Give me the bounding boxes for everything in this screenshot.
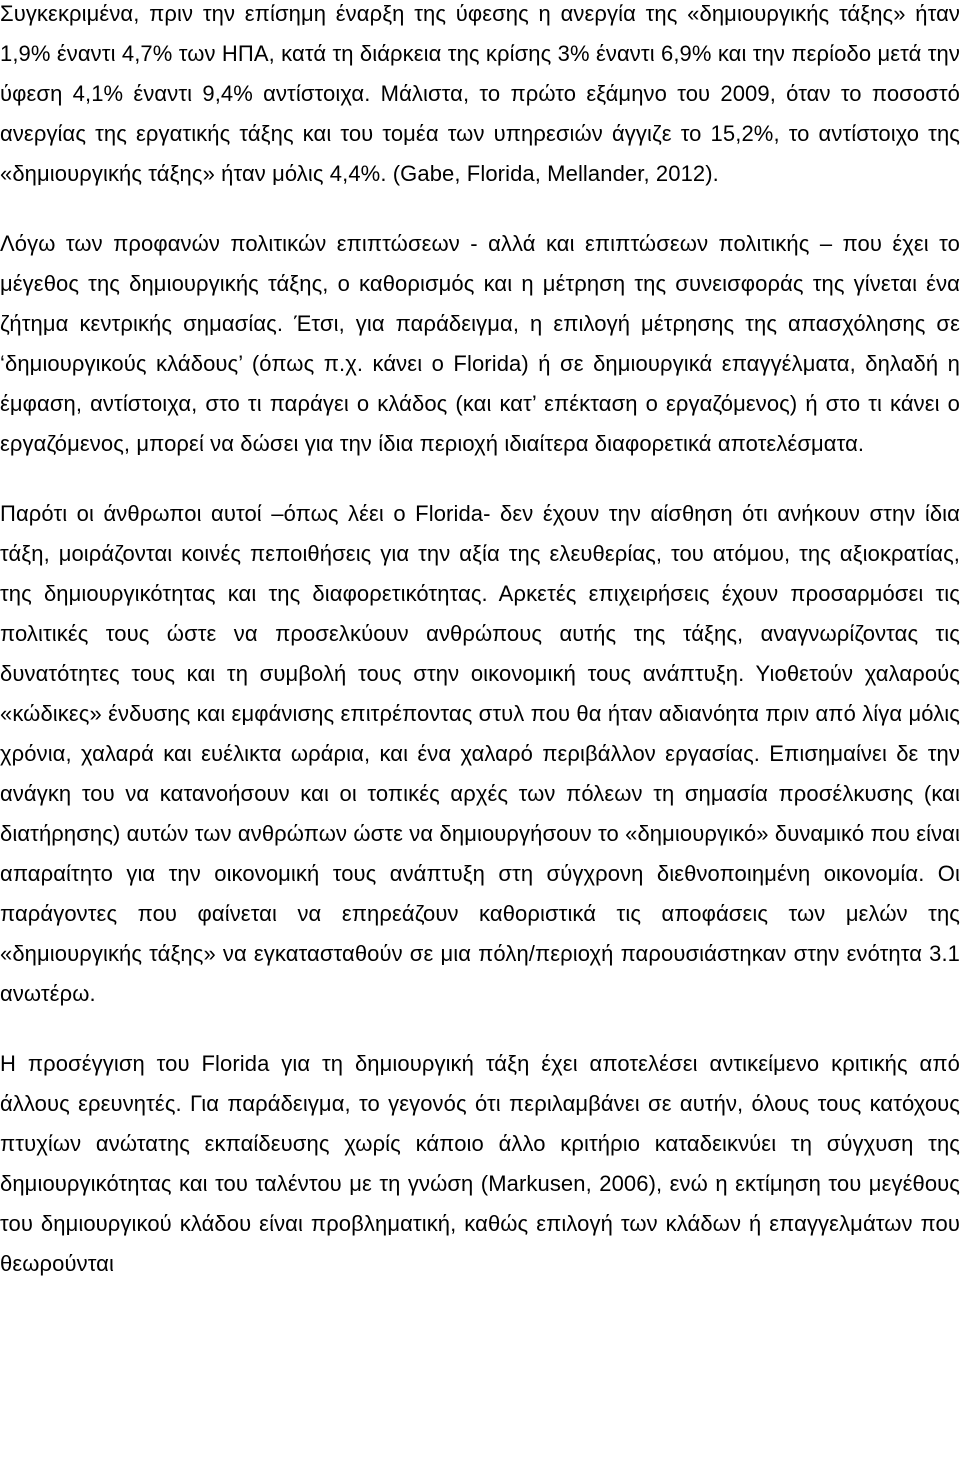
paragraph-3: Παρότι οι άνθρωποι αυτοί –όπως λέει ο Florida- δεν έχουν την αίσθηση ότι ανήκουν στην ίδια τάξη, μοιράζονται κοινές πεποιθήσεις για την αξία της ελευθερίας, του ατόμου, της αξιοκρατίας, της δημιουργικότητας και της διαφορετικότητας. Αρκετές επιχειρήσεις έχουν προσαρμόσει τις πολιτικές τους ώστε να προσελκύουν ανθρώπους αυτής της τάξης, αναγνωρίζοντας τις δυνατότητες τους και τη συμβολή τους στην οικονομική τους ανάπτυξη. Υιοθετούν χαλαρούς «κώδικες» ένδυσης και εμφάνισης επιτρέποντας στυλ που θα ήταν αδιανόητα πριν από λίγα μόλις χρόνια, χαλαρά και ευέλικτα ωράρια, και ένα χαλαρό περιβάλλον εργασίας. Επισημαίνει δε την ανάγκη του να κατανοήσουν και οι τοπικές αρχές των πόλεων τη σημασία προσέλκυσης (και διατήρησης) αυτών των ανθρώπων ώστε να δημιουργήσουν το «δημιουργικό» δυναμικό που είναι απαραίτητο για την οικονομική τους ανάπτυξη στη σύγχρονη διεθνοποιημένη οικονομία. Οι παράγοντες που φαίνεται να επηρεάζουν καθοριστικά τις αποφάσεις των μελών της «δημιουργικής τάξης» να εγκατασταθούν σε μια πόλη/περιοχή παρουσιάστηκαν στην ενότητα 3.1 ανωτέρω. — [0, 501, 960, 1006]
paragraph-spacer — [0, 194, 960, 224]
paragraph-spacer — [0, 464, 960, 494]
paragraph-1: Συγκεκριμένα, πριν την επίσημη έναρξη της ύφεσης η ανεργία της «δημιουργικής τάξης» ήταν 1,9% έναντι 4,7% των ΗΠΑ, κατά τη διάρκεια της κρίσης 3% έναντι 6,9% και την περίοδο μετά την ύφεση 4,1% έναντι 9,4% αντίστοιχα. Μάλιστα, το πρώτο εξάμηνο του 2009, όταν το ποσοστό ανεργίας της εργατικής τάξης και του τομέα των υπηρεσιών άγγιζε το 15,2%, το αντίστοιχο της «δημιουργικής τάξης» ήταν μόλις 4,4%. (Gabe, Florida, Mellander, 2012). — [0, 1, 960, 186]
paragraph-spacer — [0, 1014, 960, 1044]
paragraph-2: Λόγω των προφανών πολιτικών επιπτώσεων - αλλά και επιπτώσεων πολιτικής – που έχει το μέγεθος της δημιουργικής τάξης, ο καθορισμός και η μέτρηση της συνεισφοράς της γίνεται ένα ζήτημα κεντρικής σημασίας. Έτσι, για παράδειγμα, η επιλογή μέτρησης της απασχόλησης σε ‘δημιουργικούς κλάδους’ (όπως π.χ. κάνει ο Florida) ή σε δημιουργικά επαγγέλματα, δηλαδή η έμφαση, αντίστοιχα, στο τι παράγει ο κλάδος (και κατ’ επέκταση ο εργαζόμενος) ή στο τι κάνει ο εργαζόμενος, μπορεί να δώσει για την ίδια περιοχή ιδιαίτερα διαφορετικά αποτελέσματα. — [0, 231, 960, 456]
paragraph-4: Η προσέγγιση του Florida για τη δημιουργική τάξη έχει αποτελέσει αντικείμενο κριτικής από άλλους ερευνητές. Για παράδειγμα, το γεγονός ότι περιλαμβάνει σε αυτήν, όλους τους κατόχους πτυχίων ανώτατης εκπαίδευσης χωρίς κάποιο άλλο κριτήριο καταδεικνύει τη σύγχυση της δημιουργικότητας και του ταλέντου με τη γνώση (Markusen, 2006), ενώ η εκτίμηση του μεγέθους του δημιουργικού κλάδου είναι προβληματική, καθώς επιλογή των κλάδων ή επαγγελμάτων που θεωρούνται — [0, 1051, 960, 1276]
